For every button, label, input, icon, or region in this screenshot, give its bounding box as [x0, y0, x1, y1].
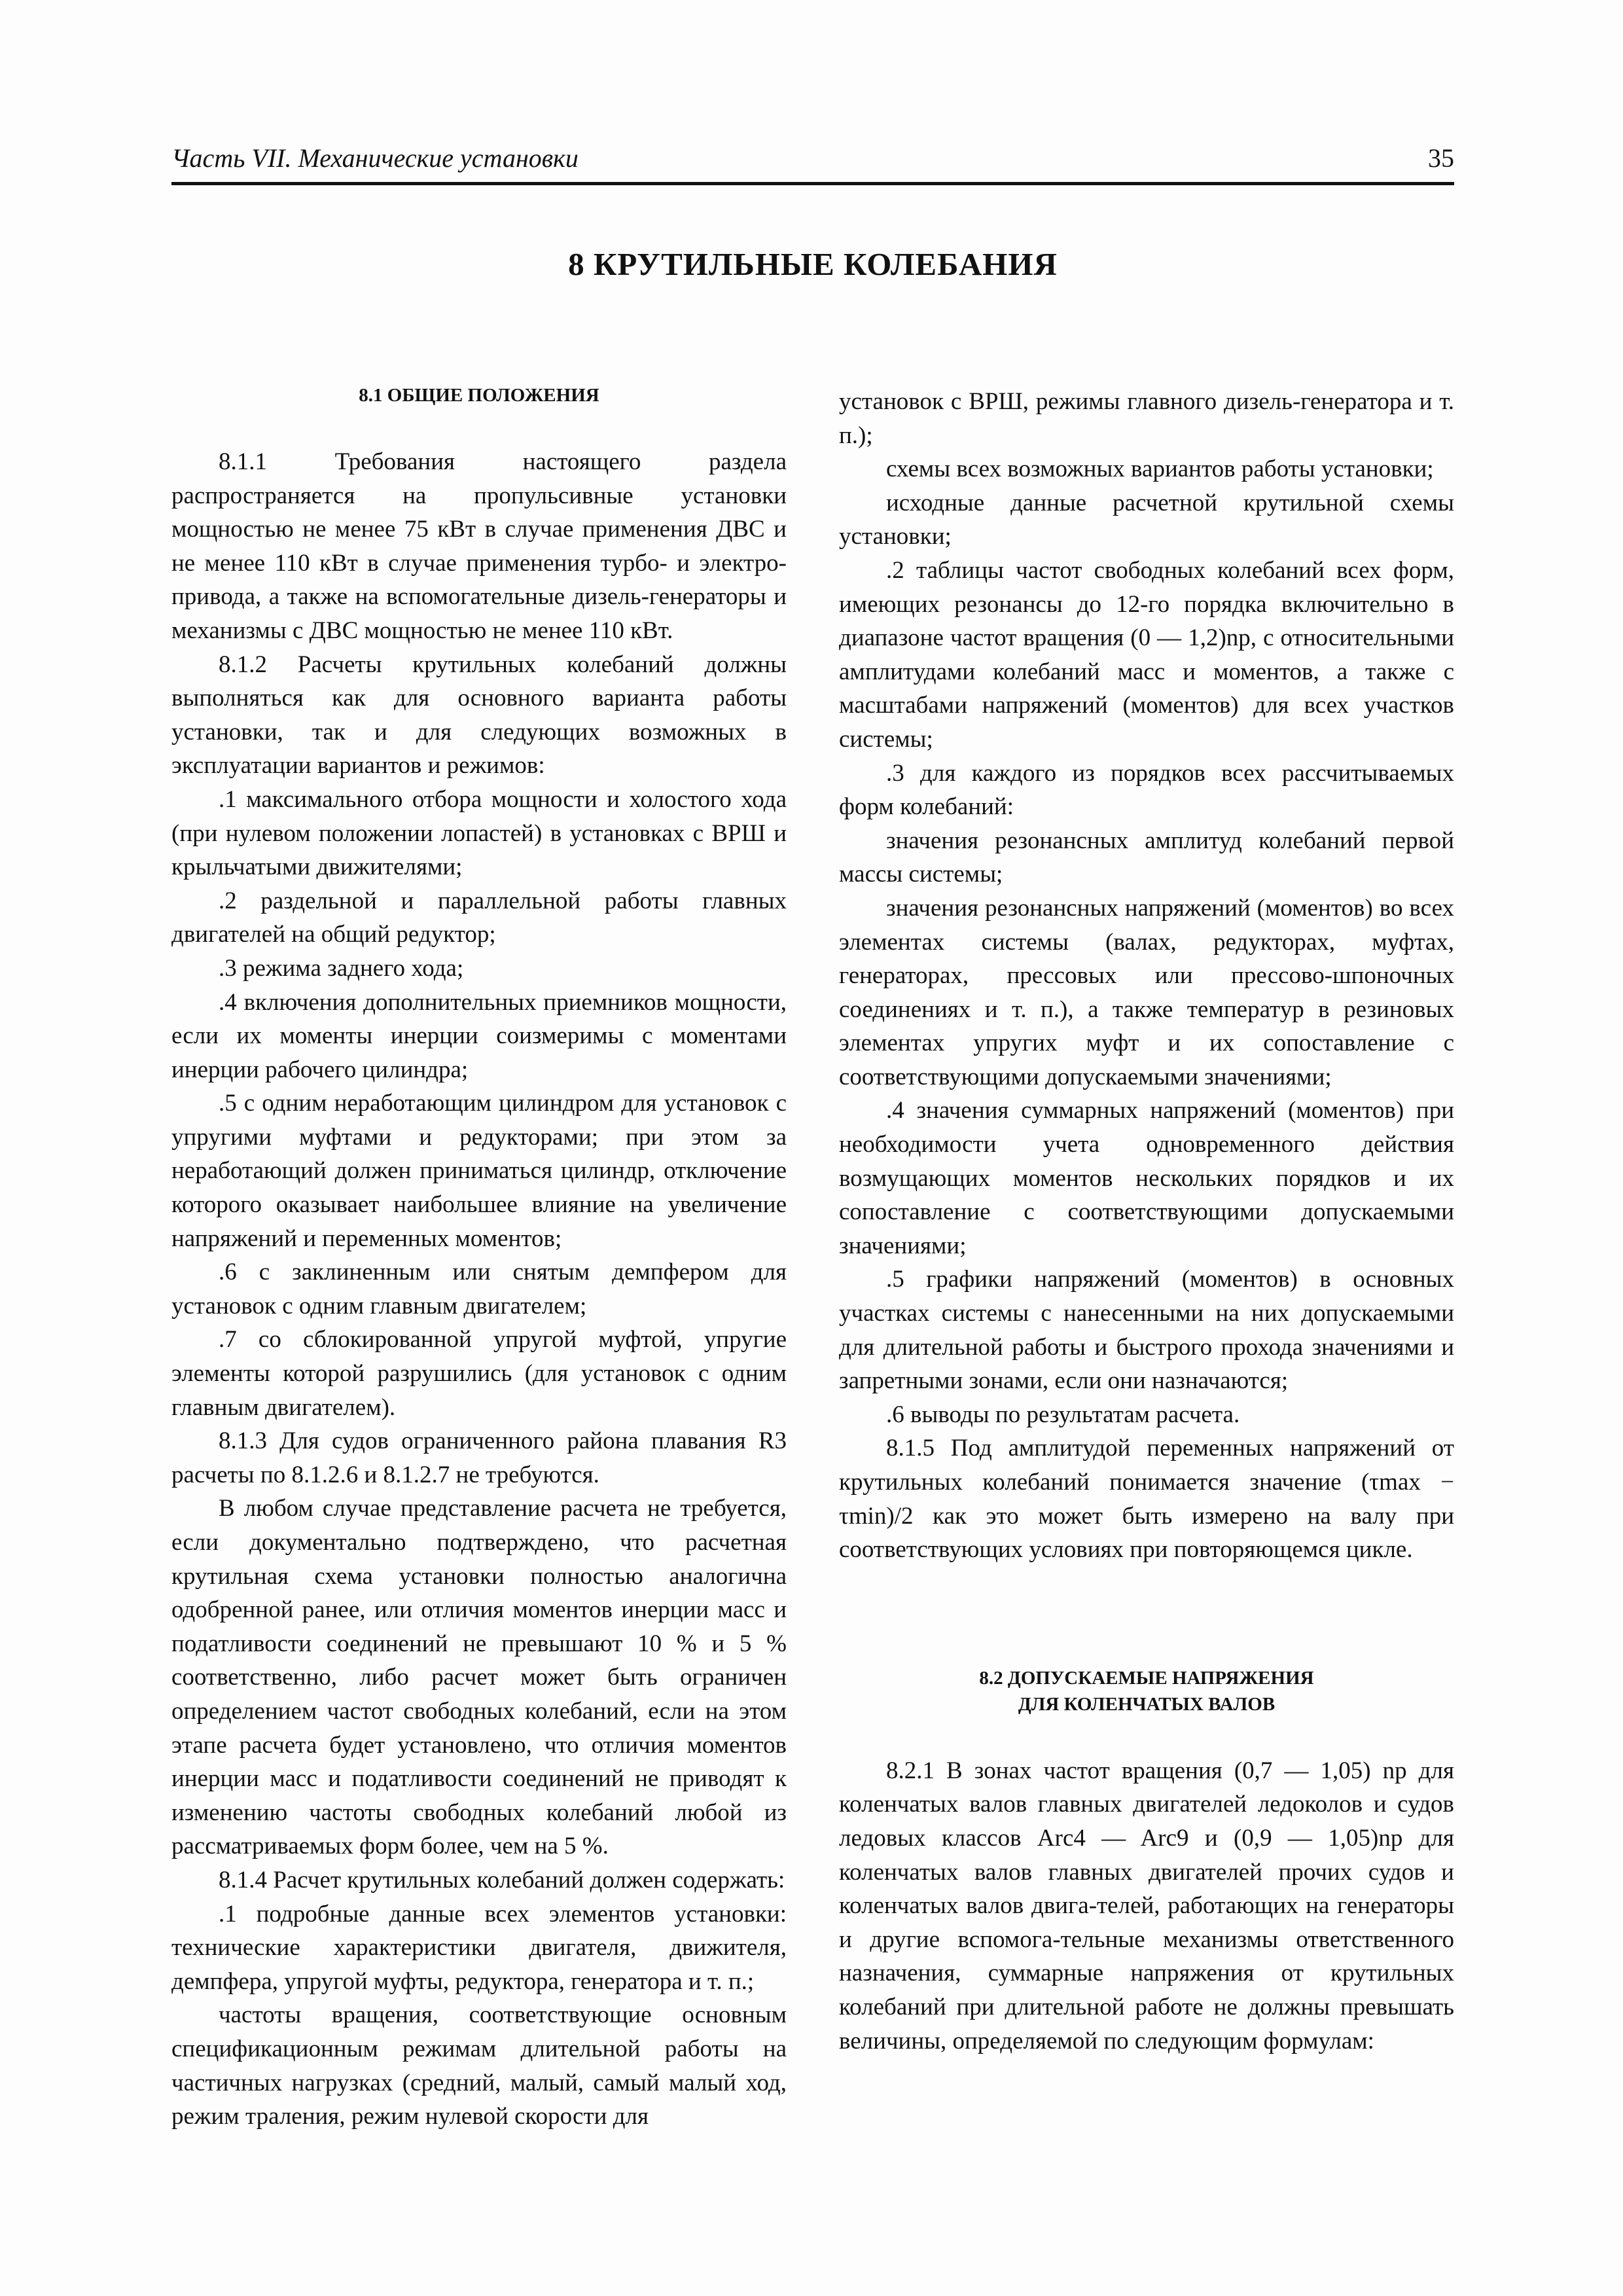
paragraph: значения резонансных напряжений (моментов) во всех элементах системы (валах, редукторах, муфтах, генераторах, прессовых или прессово-шпоночных соединениях и т. п.), а также температур в резиновых элементах упругих муфт и их сопоставление с соответствующими допускаемыми значениями;	[839, 894, 1454, 1090]
paragraph-8-1-4: 8.1.4 Расчет крутильных колебаний должен содержать:	[219, 1866, 785, 1893]
paragraph-8-1-5: 8.1.5 Под амплитудой переменных напряжений от крутильных колебаний понимается значение (τmax − τmin)/2 как это может быть измерено на валу при соответствующих условиях при повторяющемся цикле.	[839, 1435, 1454, 1564]
list-item: .2 таблицы частот свободных колебаний всех форм, имеющих резонансы до 12-го порядка включительно в диапазоне частот вращения (0 — 1,2)nр, с относительными амплитудами колебаний масс и моментов, а также с масштабами напряжений (моментов) для всех участков системы;	[839, 556, 1454, 753]
list-item: .1 подробные данные всех элементов установки: технические характеристики двигателя, движителя, демпфера, упругой муфты, редуктора, генератора и т. п.;	[171, 1900, 787, 1995]
list-item: .4 включения дополнительных приемников мощности, если их моменты инерции соизмеримы с моментами инерции рабочего цилиндра;	[171, 988, 787, 1083]
page-number: 35	[1428, 143, 1454, 173]
list-item: .5 с одним неработающим цилиндром для установок с упругими муфтами и редукторами; при этом за неработающий должен приниматься цилиндр, отключение которого оказывает наибольшее влияние на увеличение напряжений и переменных моментов;	[171, 1090, 787, 1252]
running-title: Часть VII. Механические установки	[171, 143, 579, 173]
list-item: .2 раздельной и параллельной работы главных двигателей на общий редуктор;	[171, 887, 787, 948]
paragraph-8-2-1: 8.2.1 В зонах частот вращения (0,7 — 1,05) nр для коленчатых валов главных двигателей ледоколов и судов ледовых классов Arc4 — Arc9 и (0,9 — 1,05)nр для коленчатых валов главных двигателей прочих судов и коленчатых валов двига-телей, работающих на генераторы и другие вспомога-тельные механизмы ответственного назначения, суммарные напряжения от крутильных колебаний при длительной работе не должны превышать величины, определяемой по следующим формулам:	[839, 1757, 1454, 2054]
list-item: .6 с заклиненным или снятым демпфером для установок с одним главным двигателем;	[171, 1259, 787, 1319]
paragraph-8-1-2: 8.1.2 Расчеты крутильных колебаний должны выполняться как для основного варианта работы установки, так и для следующих возможных в эксплуатации вариантов и режимов:	[171, 651, 787, 780]
list-item: .5 графики напряжений (моментов) в основных участках системы с нанесенными на них допускаемыми для длительной работы и быстрого прохода значениями и запретными зонами, если они назначаются;	[839, 1266, 1454, 1395]
paragraph: исходные данные расчетной крутильной схемы установки;	[839, 489, 1454, 550]
paragraph: схемы всех возможных вариантов работы установки;	[886, 456, 1434, 483]
section-heading-line-2: ДЛЯ КОЛЕНЧАТЫХ ВАЛОВ	[1018, 1693, 1275, 1715]
list-item: .3 для каждого из порядков всех рассчитываемых форм колебаний:	[839, 759, 1454, 821]
right-column	[839, 385, 1454, 2058]
list-item: .3 режима заднего хода;	[219, 954, 464, 982]
list-item: .7 со сблокированной упругой муфтой, упругие элементы которой разрушились (для установок с одним главным двигателем).	[171, 1326, 787, 1421]
section-heading-line-1: 8.2 ДОПУСКАЕМЫЕ НАПРЯЖЕНИЯ	[979, 1667, 1314, 1689]
running-header	[171, 143, 1454, 185]
paragraph-continuation: установок с ВРШ, режимы главного дизель-генератора и т. п.);	[839, 388, 1454, 449]
list-item: .6 выводы по результатам расчета.	[886, 1401, 1240, 1428]
left-column	[171, 373, 787, 2134]
list-item: .4 значения суммарных напряжений (моментов) при необходимости учета одновременного действия возмущающих моментов нескольких порядков и их сопоставление с соответствующими допускаемыми значениями;	[839, 1097, 1454, 1259]
list-item: .1 максимального отбора мощности и холостого хода (при нулевом положении лопастей) в установках с ВРШ и крыльчатыми движителями;	[171, 785, 787, 881]
chapter-title: 8 КРУТИЛЬНЫЕ КОЛЕБАНИЯ	[568, 246, 1058, 282]
paragraph-8-1-3: 8.1.3 Для судов ограниченного района плавания R3 расчеты по 8.1.2.6 и 8.1.2.7 не требуются.	[171, 1427, 787, 1488]
paragraph: частоты вращения, соответствующие основным спецификационным режимам длительной работы на частичных нагрузках (средний, малый, самый малый ход, режим траления, режим нулевой скорости для	[171, 2001, 787, 2130]
paragraph: В любом случае представление расчета не требуется, если документально подтверждено, что расчетная крутильная схема установки полностью аналогична одобренной ранее, или отличия моментов инерции масс и податливости соединений не превышают 10 % и 5 % соответственно, либо расчет может быть ограничен определением частот свободных колебаний, если на этом этапе расчета будет установлено, что отличия моментов инерции масс и податливости соединений не приводят к изменению частоты свободных колебаний любой из рассматриваемых форм более, чем на 5 %.	[171, 1495, 787, 1860]
paragraph: значения резонансных амплитуд колебаний первой массы системы;	[839, 827, 1454, 888]
section-heading-8-1: 8.1 ОБЩИЕ ПОЛОЖЕНИЯ	[359, 385, 599, 406]
paragraph-8-1-1: 8.1.1 Требования настоящего раздела распространяется на пропульсивные установки мощностью не менее 75 кВт в случае применения ДВС и не менее 110 кВт в случае применения турбо- и электро-привода, а также на вспомогательные дизель-генераторы и механизмы с ДВС мощностью не менее 110 кВт.	[171, 448, 787, 644]
section-heading-8-2	[839, 1665, 1454, 1717]
